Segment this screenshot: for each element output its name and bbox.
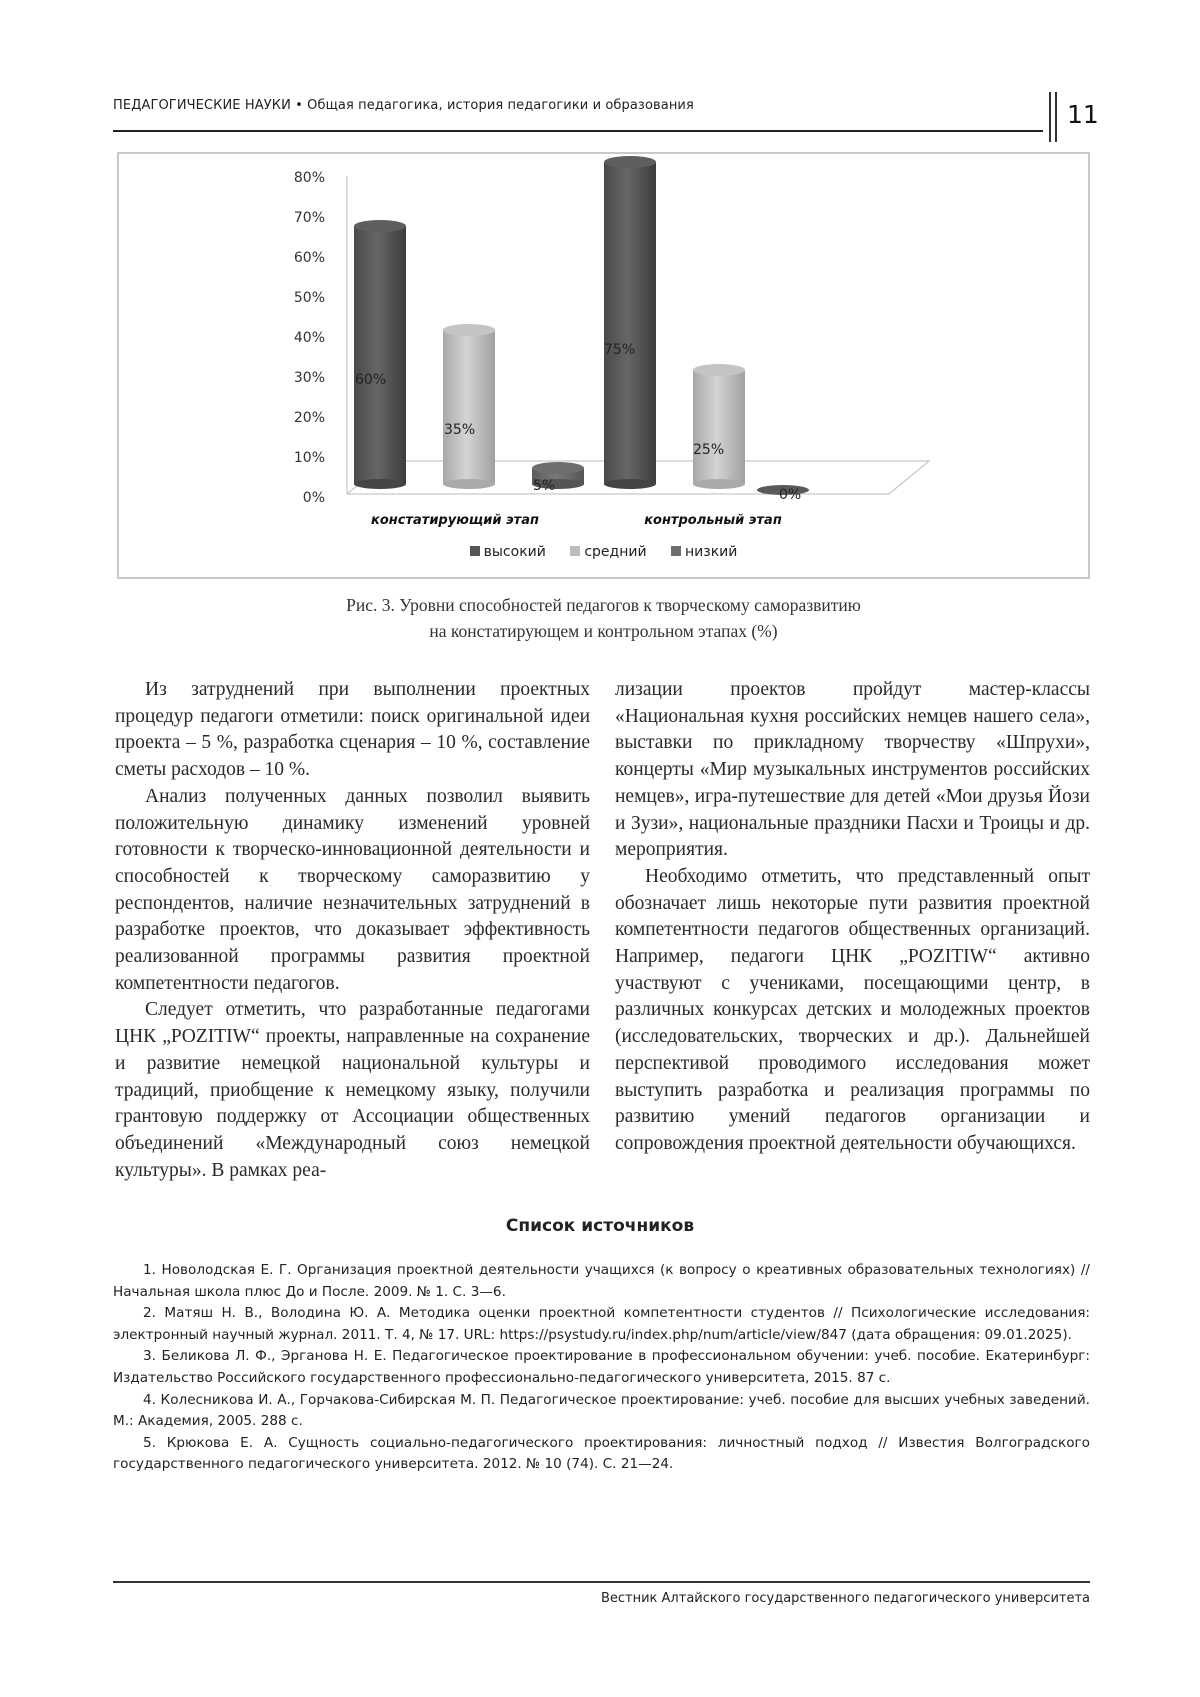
header-rule [113,130,1043,132]
category-label: контрольный этап [644,513,782,528]
reference-item: 4. Колесникова И. А., Горчакова-Сибирская М. П. Педагогическое проектирование: учеб. пособие для высших учебных заведений. М.: Академия, 2005. 288 с. [113,1391,1090,1430]
caption-line: на констатирующем и контрольном этапах (%) [429,621,778,641]
svg-text:10%: 10% [293,450,325,466]
svg-text:0%: 0% [302,490,325,506]
bar-low-stage1 [532,462,584,494]
footer-rule [113,1581,1090,1583]
svg-text:60%: 60% [355,372,387,388]
legend-swatch-icon [570,546,580,556]
svg-text:20%: 20% [293,410,325,426]
references-title: Список источников [505,1216,695,1236]
reference-item: 2. Матяш Н. В., Володина Ю. А. Методика оценки проектной компетентности студентов // Психологические исследования: электронный научный журнал. 2011. Т. 4, № 17. URL: https://psystudy.ru/index.php/num/article/view/847 (дата обращения: 09.01.2025). [113,1305,1090,1343]
svg-text:60%: 60% [293,250,325,266]
reference-item: 5. Крюкова Е. А. Сущность социально-педагогического проектирования: личностный подход // Известия Волгоградского государственного педагогического университета. 2012. № 10 (74). С. 21—24. [113,1434,1090,1473]
header-divider [1049,92,1051,142]
paragraph: Необходимо отметить, что представленный опыт обозначает лишь некоторые пути развития проектной компетентности педагогов общественных организаций. Например, педагоги ЦНК „POZITIW“ активно участвуют с учениками, посещающими центр, в различных конкурсах детских и молодежных проектов (исследовательских, творческих и др.). Дальнейшей перспективой проводимого исследования может выступить разработка и реализация программы по развитию умений педагогов организации и сопровождения проектной деятельности обучающихся. [615,865,1090,1154]
legend-item-high: высокий [470,544,546,560]
chart-legend [119,544,1088,560]
svg-text:50%: 50% [293,290,325,306]
svg-text:5%: 5% [533,478,556,494]
legend-swatch-icon [671,546,681,556]
header-divider [1055,92,1057,142]
caption-line: Рис. 3. Уровни способностей педагогов к творческому саморазвитию [346,595,861,615]
text-column-right [615,677,1090,1158]
reference-item: 3. Беликова Л. Ф., Эрганова Н. Е. Педагогическое проектирование в профессиональном обучении: учеб. пособие. Екатеринбург: Издательство Российского государственного профессионально-педагогического университета, 2015. 87 с. [113,1348,1090,1386]
svg-text:80%: 80% [293,170,325,186]
bar-medium-stage2 [693,364,745,489]
reference-item: 1. Новолодская Е. Г. Организация проектной деятельности учащихся (к вопросу о креативных образовательных технологиях) // Начальная школа плюс До и После. 2009. № 1. С. 3—6. [113,1262,1090,1300]
bar-high-stage2 [604,156,656,489]
bar-high-stage1 [354,220,406,489]
chart-figure [117,152,1090,579]
paragraph: лизации проектов пройдут мастер-классы «Национальная кухня российских немцев нашего села», выставки по прикладному творчеству «Шпрухи», концерты «Мир музыкальных инструментов российских немцев», игра-путешествие для детей «Мои друзья Йози и Зузи», национальные праздники Пасхи и Троицы и др. мероприятия. [615,679,1090,861]
y-axis [294,170,347,506]
text-column-left [115,677,590,1184]
journal-name: Вестник Алтайского государственного педагогического университета [600,1591,1090,1606]
running-header [113,96,1043,114]
bar-chart [119,154,1088,577]
legend-item-low: низкий [671,544,737,560]
svg-text:70%: 70% [293,210,325,226]
paragraph: Следует отметить, что разработанные педагогами ЦНК „POZITIW“ проекты, направленные на сохранение и развитие немецкой национальной культуры и традиций, приобщение к немецкому языку, получили грантовую поддержку от Ассоциации общественных объединений «Международный союз немецкой культуры». В рамках реа- [115,999,590,1181]
references-list [113,1260,1090,1476]
paragraph: Из затруднений при выполнении проектных процедур педагоги отметили: поиск оригинальной идеи проекта – 5 %, разработка сценария – 10 %, составление сметы расходов – 10 %. [115,679,590,781]
paragraph: Анализ полученных данных позволил выявить положительную динамику изменений уровней готовности к творческо-инновационной деятельности и способностей к творческому саморазвитию у респондентов, наличие незначительных затруднений в разработке проектов, что доказывает эффективность реализованной программы развития проектной компетентности педагогов. [115,785,590,994]
figure-caption [117,592,1090,644]
running-title: ПЕДАГОГИЧЕСКИЕ НАУКИ • Общая педагогика, история педагогики и образования [113,98,694,113]
legend-swatch-icon [470,546,480,556]
legend-item-medium: средний [570,544,646,560]
svg-text:25%: 25% [693,442,725,458]
svg-text:30%: 30% [293,370,325,386]
page-number: 11 [1067,100,1099,129]
category-label: констатирующий этап [371,513,539,528]
svg-text:75%: 75% [604,342,636,358]
svg-text:35%: 35% [444,422,476,438]
svg-text:40%: 40% [293,330,325,346]
bar-medium-stage1 [443,324,495,489]
svg-text:0%: 0% [779,487,802,503]
